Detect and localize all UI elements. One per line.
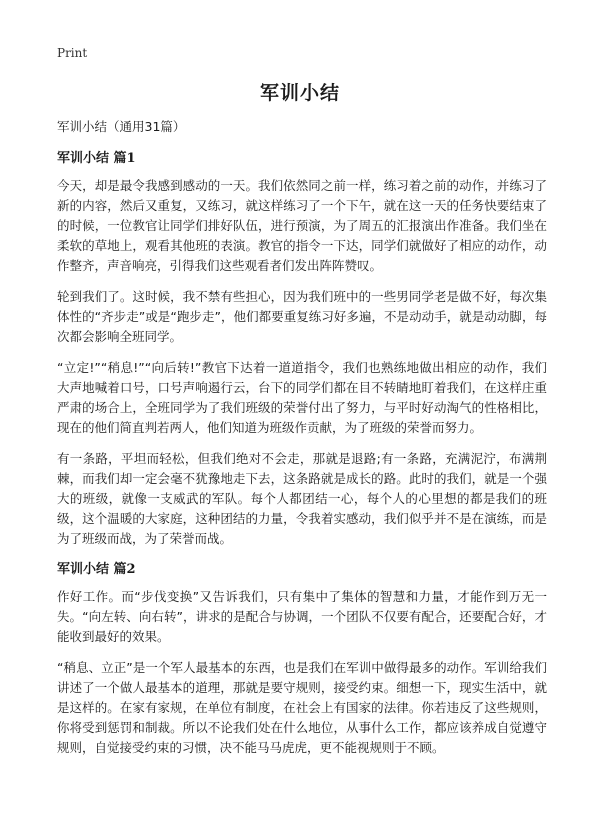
paragraph: “立定!”“稍息!”“向后转!”教官下达着一道道指令，我们也熟练地做出相应的动作，我们大声地喊着口号，口号声响遏行云，台下的同学们都在目不转睛地盯着我们，在这样庄重严肃的场合上，全班同学为了我们班级的荣誉付出了努力，与平时好动淘气的性格相比，现在的他们简直判若两人，他们知道为班级作贡献，为了班级的荣誉而努力。	[57, 360, 547, 435]
document-title: 军训小结	[259, 82, 340, 104]
section-heading: 军训小结 篇1	[57, 151, 136, 166]
document-subtitle: 军训小结（通用31篇）	[57, 119, 186, 134]
paragraph: 轮到我们了。这时候，我不禁有些担心，因为我们班中的一些男同学老是做不好，每次集体性的“齐步走”或是“跑步走”，他们都要重复练习好多遍，不是动动手，就是动动脚，每次都会影响全班同学。	[57, 289, 547, 344]
paragraph: 作好工作。而“步伐变换”又告诉我们，只有集中了集体的智慧和力量，才能作到万无一失。“向左转、向右转”，讲求的是配合与协调，一个团队不仅要有配合，还要配合好，才能收到最好的效果。	[57, 589, 547, 644]
document-body	[57, 117, 547, 769]
section-2	[57, 560, 547, 758]
section-heading: 军训小结 篇2	[57, 562, 136, 577]
paragraph: 今天，却是最令我感到感动的一天。我们依然同之前一样，练习着之前的动作，并练习了新的内容，然后又重复，又练习，就这样练习了一个下午，就在这一天的任务快要结束了的时候，一位教官让同学们排好队伍，进行预演，为了周五的汇报演出作准备。我们坐在柔软的草地上，观看其他班的表演。教官的指令一下达，同学们就做好了相应的动作，动作整齐，声音响亮，引得我们这些观看者们发出阵阵赞叹。	[57, 178, 547, 273]
paragraph: 有一条路，平坦而轻松，但我们绝对不会走，那就是退路;有一条路，充满泥泞，布满荆棘，而我们却一定会毫不犹豫地走下去，这条路就是成长的路。此时的我们，就是一个强大的班级，就像一支威武的军队。每个人都团结一心，每个人的心里想的都是我们的班级，这个温暖的大家庭，这种团结的力量，令我着实感动，我们似乎并不是在演练，而是为了班级而战，为了荣誉而战。	[57, 451, 547, 546]
print-label[interactable]: Print	[57, 46, 88, 60]
section-1	[57, 149, 547, 549]
paragraph: “稍息、立正”是一个军人最基本的东西，也是我们在军训中做得最多的动作。军训给我们讲述了一个做人最基本的道理，那就是要守规则，接受约束。细想一下，现实生活中，就是这样的。在家有家规，在单位有制度，在社会上有国家的法律。你若违反了这些规则，你将受到惩罚和制裁。所以不论我们处在什么地位，从事什么工作，都应该养成自觉遵守规则，自觉接受约束的习惯，决不能马马虎虎，更不能视规则于不顾。	[57, 660, 547, 755]
